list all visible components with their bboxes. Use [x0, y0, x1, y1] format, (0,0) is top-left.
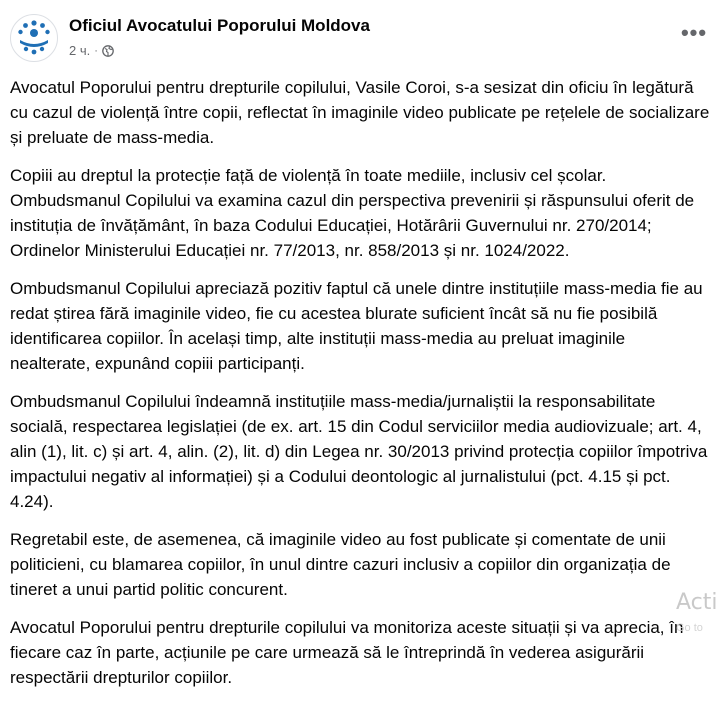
post-meta: [69, 43, 114, 58]
post-paragraph: Avocatul Poporului pentru drepturile copilului, Vasile Coroi, s-a sesizat din oficiu în legătură cu cazul de violență între copii, reflectat în imaginile video publicate pe rețelele de socializare și preluate de mass-media.: [10, 78, 710, 147]
more-options-button[interactable]: [678, 22, 710, 54]
post-header: [10, 14, 710, 64]
post-paragraph: Ombudsmanul Copilului îndeamnă instituțiile mass-media/jurnaliștii la responsabilitate socială, respectarea legislației (de ex. art. 15 din Codul serviciilor media audiovizuale; art. 4, alin (1), lit. c) și art. 4, alin. (2), lit. d) din Legea nr. 30/2013 privind protecția copiilor împotriva impactului negativ al informației) și a Codului deontologic al jurnalistului (pct. 4.15 și pct. 4.24).: [10, 392, 708, 511]
post-timestamp[interactable]: 2 ч.: [69, 43, 91, 58]
page-name-link[interactable]: Oficiul Avocatului Poporului Moldova: [69, 16, 370, 35]
activation-watermark-sub: Go to: [676, 622, 703, 634]
post-paragraph: Copiii au dreptul la protecție față de violență în toate mediile, inclusiv cel școlar. Ombudsmanul Copilului va examina cazul din perspectiva prevenirii și răspunsului oferit de instituția de învățământ, în baza Codului Educației, Hotărârii Guvernului nr. 270/2014; Ordinelor Ministerului Educației nr. 77/2013, nr. 858/2013 și nr. 1024/2022.: [10, 166, 695, 260]
ombudsman-logo-icon: [11, 15, 57, 61]
meta-separator: ·: [94, 44, 98, 57]
activation-watermark: Acti: [676, 590, 718, 615]
post-paragraph: Regretabil este, de asemenea, că imaginile video au fost publicate și comentate de unii politicieni, cu blamarea copiilor, în unul dintre cazuri inclusiv a copiilor din organizația de tineret a unui partid politic concurent.: [10, 530, 671, 599]
page-avatar[interactable]: [10, 14, 58, 62]
globe-icon[interactable]: [102, 45, 114, 57]
post-body: [10, 75, 710, 703]
more-horizontal-icon: •••: [680, 20, 708, 45]
post-paragraph: Avocatul Poporului pentru drepturile copilului va monitoriza aceste situații și va aprecia, în fiecare caz în parte, acțiunile pe care urmează să le întreprindă în vederea asigurării respectării drepturilor copiilor.: [10, 618, 684, 687]
post-paragraph: Ombudsmanul Copilului apreciază pozitiv faptul că unele dintre instituțiile mass-media fie au redat știrea fără imaginile video, fie cu acestea blurate suficient încât să nu fie posibilă identificarea copiilor. În același timp, alte instituții mass-media au preluat imaginile nealterate, expunând copiii participanți.: [10, 279, 703, 373]
